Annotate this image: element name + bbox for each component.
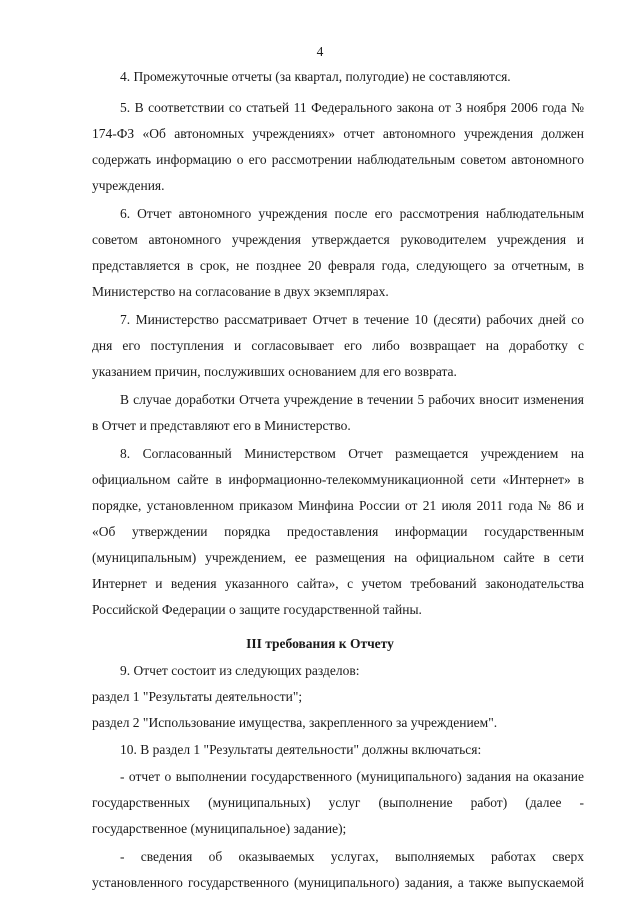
text-line: Министерство на согласование в двух экземплярах.	[92, 284, 389, 299]
text-line: Интернет и ведения указанного сайта», с учетом требований законодательства	[92, 576, 584, 591]
text-line: государственных (муниципальных) услуг (выполнение работ) (далее -	[92, 795, 584, 810]
text-line: раздел 2 "Использование имущества, закрепленного за учреждением".	[92, 715, 498, 730]
text-line: советом автономного учреждения утверждается руководителем учреждения и	[92, 232, 584, 247]
text-line: представляется в срок, не позднее 20 февраля года, следующего за отчетным, в	[92, 258, 584, 273]
section-heading: III требования к Отчету	[246, 636, 394, 651]
text-line: В случае доработки Отчета учреждение в течении 5 рабочих вносит изменения	[120, 392, 584, 407]
text-line: 9. Отчет состоит из следующих разделов:	[120, 663, 360, 678]
text-line: раздел 1 "Результаты деятельности";	[92, 689, 303, 704]
text-line: содержать информацию о его рассмотрении наблюдательным советом автономного	[92, 152, 584, 167]
text-line: «Об утверждении порядка предоставления информации государственным	[92, 524, 584, 539]
text-line: официальном сайте в информационно-телекоммуникационной сети «Интернет» в	[92, 472, 584, 487]
text-line: 5. В соответствии со статьей 11 Федерального закона от 3 ноября 2006 года №	[120, 100, 584, 115]
page-number: 4	[316, 44, 324, 59]
text-line: государственное (муниципальное) задание);	[92, 821, 347, 836]
text-line: 7. Министерство рассматривает Отчет в течение 10 (десяти) рабочих дней со	[120, 312, 584, 327]
text-line: 10. В раздел 1 "Результаты деятельности" должны включаться:	[120, 742, 482, 757]
text-line: 174-ФЗ «Об автономных учреждениях» отчет автономного учреждения должен	[92, 126, 584, 141]
text-line: в Отчет и представляют его в Министерство.	[92, 418, 351, 433]
text-line: 8. Согласованный Министерством Отчет размещается учреждением на	[120, 446, 584, 461]
text-line: дня его поступления и согласовывает его либо возвращает на доработку с	[92, 338, 584, 353]
text-line: 4. Промежуточные отчеты (за квартал, полугодие) не составляются.	[120, 69, 511, 84]
text-line: указанием причин, послуживших основанием для его возврата.	[92, 364, 457, 379]
text-line: учреждения.	[92, 178, 165, 193]
text-line: - отчет о выполнении государственного (муниципального) задания на оказание	[120, 769, 584, 784]
text-line: порядке, установленном приказом Минфина России от 21 июля 2011 года № 86 и	[92, 498, 584, 513]
text-line: 6. Отчет автономного учреждения после его рассмотрения наблюдательным	[120, 206, 584, 221]
text-line: установленного государственного (муниципального) задания, а также выпускаемой	[92, 875, 584, 890]
text-line: - сведения об оказываемых услугах, выполняемых работах сверх	[120, 849, 584, 864]
text-line: Российской Федерации о защите государственной тайны.	[92, 602, 422, 617]
text-line: (муниципальным) учреждением, ее размещения на официальном сайте в сети	[92, 550, 584, 565]
